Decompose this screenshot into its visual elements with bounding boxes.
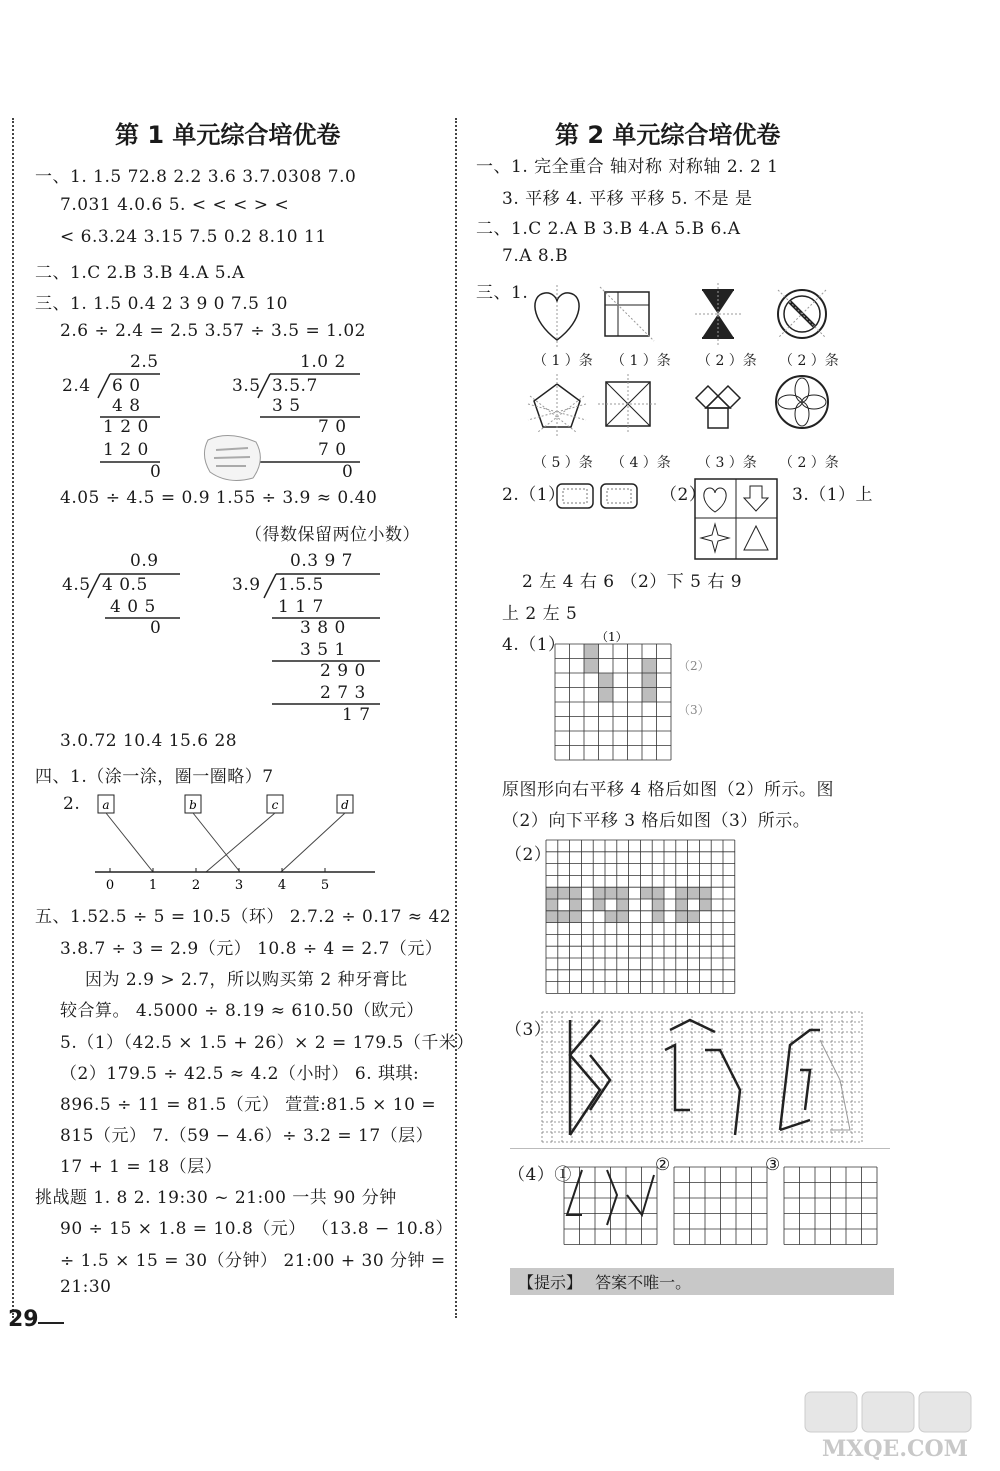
tick-label: 3 <box>234 878 244 893</box>
division-step: 7 0 <box>318 440 347 460</box>
answer-line: 3.（1）上 <box>792 485 874 505</box>
division-dividend: 3.5.7 <box>272 376 318 396</box>
pattern-figures <box>555 480 645 512</box>
division-step: 1 2 0 <box>103 440 149 460</box>
answer-line: （2）向下平移 3 格后如图（3）所示。 <box>502 811 811 831</box>
division-remainder: 0 <box>150 618 162 638</box>
column-divider <box>455 118 457 1318</box>
division-step: 2 7 3 <box>320 683 366 703</box>
answer-line: 四、1.（涂一涂，圈一圈略）7 <box>35 767 274 787</box>
answer-line: 三、1. 1.5 0.4 2 3 9 0 7.5 10 <box>35 294 288 314</box>
answer-line: < 6.3.24 3.15 7.5 0.2 8.10 11 <box>60 227 327 247</box>
answer-line: 二、1.C 2.A B 3.B 4.A 5.B 6.A <box>476 219 741 239</box>
symmetry-grid-3 <box>782 1165 882 1247</box>
division-dividend: 4 0.5 <box>102 575 148 595</box>
axes-count: （ 5 ）条 <box>533 455 593 471</box>
division-step: 2 9 0 <box>320 661 366 681</box>
answer-line: 17 + 1 = 18（层） <box>60 1157 223 1177</box>
answer-line: （2） <box>660 485 707 505</box>
answer-line: 2.6 ÷ 2.4 = 2.5 3.57 ÷ 3.5 = 1.02 <box>60 321 366 341</box>
symmetry-figures-row2 <box>520 368 850 453</box>
separator <box>510 1148 890 1149</box>
answer-line: 7.A 8.B <box>502 246 569 266</box>
answer-line: 三、1. <box>476 283 529 303</box>
axes-count: （ 2 ）条 <box>779 455 839 471</box>
tick-label: 4 <box>277 878 287 893</box>
answer-line: 挑战题 1. 8 2. 19:30 ~ 21:00 一共 90 分钟 <box>35 1188 397 1208</box>
heart-figure <box>535 293 579 340</box>
division-quotient: 0.3 9 7 <box>290 551 353 571</box>
question-number: 2. <box>63 794 81 814</box>
answer-line: 896.5 ÷ 11 = 81.5（元） 萱萱:81.5 × 10 = <box>60 1095 437 1115</box>
division-lines <box>60 550 400 730</box>
division-step: 7 0 <box>318 417 347 437</box>
answer-line: 五、1.52.5 ÷ 5 = 10.5（环） 2.7.2 ÷ 0.17 ≈ 42 <box>35 907 452 927</box>
division-step: 3 8 0 <box>300 618 346 638</box>
answer-line: 上 2 左 5 <box>502 604 578 624</box>
symmetry-grid-2 <box>672 1165 772 1247</box>
division-remainder: 0 <box>150 462 162 482</box>
division-remainder: 0 <box>342 462 354 482</box>
division-step: 4 8 <box>112 396 141 416</box>
box-label-b: b <box>189 798 197 812</box>
division-divisor: 3.5 <box>232 376 261 396</box>
answer-line: 较合算。 4.5000 ÷ 8.19 ≈ 610.50（欧元） <box>60 1001 424 1021</box>
translation-grid-3 <box>540 1010 865 1145</box>
tick-label: 5 <box>320 878 330 893</box>
answer-line: 2 左 4 右 6 （2）下 5 右 9 <box>522 572 743 592</box>
hourglass-figure <box>702 290 734 338</box>
answer-line: 4.05 ÷ 4.5 = 0.9 1.55 ÷ 3.9 ≈ 0.40 <box>60 488 378 508</box>
answer-line: 3.8.7 ÷ 3 = 2.9（元） 10.8 ÷ 4 = 2.7（元） <box>60 939 443 959</box>
answer-line: 因为 2.9 > 2.7，所以购买第 2 种牙膏比 <box>85 970 408 990</box>
translation-grid-2 <box>540 838 740 998</box>
division-step: 3 5 1 <box>300 640 346 660</box>
box-label-d: d <box>341 798 349 812</box>
grid-label: （3） <box>678 703 710 717</box>
axes-count: （ 1 ）条 <box>533 353 593 369</box>
tip-label: 【提示】 <box>518 1273 583 1292</box>
stamp-image <box>198 430 268 485</box>
division-step: 4 0 5 <box>110 597 156 617</box>
watermark-logo <box>800 1390 990 1465</box>
tick-label: 2 <box>191 878 201 893</box>
box-label-c: c <box>271 798 279 812</box>
answer-line: 原图形向右平移 4 格后如图（2）所示。图 <box>502 780 834 800</box>
tip-text: 答案不唯一。 <box>595 1273 692 1292</box>
division-quotient: 1.0 2 <box>300 352 346 372</box>
answer-line: （2）179.5 ÷ 42.5 ≈ 4.2（小时） 6. 琪琪: <box>60 1064 420 1084</box>
page-number: 29 <box>8 1307 39 1332</box>
box-label-a: a <box>102 798 110 812</box>
answer-line: （3） <box>505 1020 552 1040</box>
unit2-title: 第 2 单元综合培优卷 <box>555 121 781 149</box>
translation-grid-1 <box>550 628 710 763</box>
answer-line: 815（元） 7.（59 − 4.6）÷ 3.2 = 17（层） <box>60 1126 434 1146</box>
division-dividend: 6 0 <box>112 376 141 396</box>
tip-box <box>510 1268 894 1295</box>
answer-line: 3. 平移 4. 平移 平移 5. 不是 是 <box>502 189 753 209</box>
tick-label: 0 <box>105 878 115 893</box>
answer-line: 4.（1） <box>502 635 566 655</box>
answer-line: ③ <box>765 1155 781 1175</box>
division-step: 1 2 0 <box>103 417 149 437</box>
grid-label: （1） <box>596 630 628 644</box>
answer-line: 一、1. 完全重合 轴对称 对称轴 2. 2 1 <box>476 157 779 177</box>
division-divisor: 4.5 <box>62 575 91 595</box>
axes-count: （ 2 ）条 <box>779 353 839 369</box>
grid-label: （2） <box>678 659 710 673</box>
division-step: 1 1 7 <box>278 597 324 617</box>
division-divisor: 3.9 <box>232 575 261 595</box>
division-quotient: 0.9 <box>130 551 159 571</box>
answer-line: ② <box>655 1155 671 1175</box>
watermark-text: MXQE.COM <box>821 1436 969 1462</box>
answer-line: 21:30 <box>60 1277 112 1297</box>
answer-line: 90 ÷ 15 × 1.8 = 10.8（元） （13.8 − 10.8） <box>60 1219 453 1239</box>
answer-line: 5.（1）（42.5 × 1.5 + 26）× 2 = 179.5（千米） <box>60 1033 474 1053</box>
division-quotient: 2.5 <box>130 352 159 372</box>
division-divisor: 2.4 <box>62 376 91 396</box>
axes-count: （ 4 ）条 <box>611 455 671 471</box>
page-number-dash <box>38 1322 64 1324</box>
tick-label: 1 <box>148 878 158 893</box>
number-line-diagram <box>85 790 385 895</box>
symmetry-grid-1 <box>562 1165 662 1247</box>
division-remainder: 1 7 <box>342 705 371 725</box>
answer-line: （2） <box>505 845 552 865</box>
answer-line: 一、1. 1.5 72.8 2.2 3.6 3.7.0308 7.0 <box>35 167 357 187</box>
translation-figure <box>694 478 778 560</box>
answer-line: 7.031 4.0.6 5. < < < > < <box>60 195 290 215</box>
answer-line: ÷ 1.5 × 15 = 30（分钟） 21:00 + 30 分钟 = <box>60 1251 446 1271</box>
answer-line: （4）① <box>508 1165 572 1185</box>
unit1-title: 第 1 单元综合培优卷 <box>115 121 341 149</box>
left-margin-divider <box>12 118 14 1318</box>
division-step: 3 5 <box>272 396 301 416</box>
answer-note: （得数保留两位小数） <box>245 525 420 545</box>
answer-line: 3.0.72 10.4 15.6 28 <box>60 731 238 751</box>
triangle-squares-figure <box>696 386 718 408</box>
answer-line: 二、1.C 2.B 3.B 4.A 5.A <box>35 263 245 283</box>
division-dividend: 1.5.5 <box>278 575 324 595</box>
axes-count: （ 1 ）条 <box>611 353 671 369</box>
answer-line: 2.（1） <box>502 485 566 505</box>
axes-count: （ 3 ）条 <box>697 455 757 471</box>
axes-count: （ 2 ）条 <box>697 353 757 369</box>
